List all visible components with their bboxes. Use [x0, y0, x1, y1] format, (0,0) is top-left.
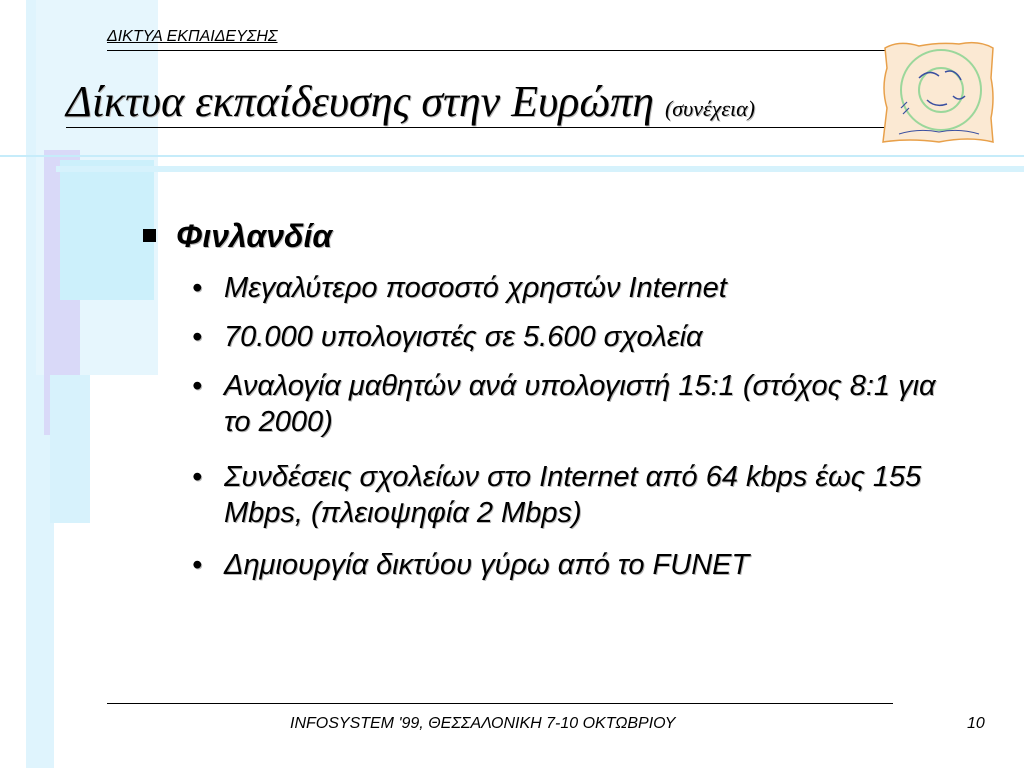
main-bullet-heading: Φινλανδία — [176, 218, 333, 254]
page-number: 10 — [967, 715, 985, 732]
title-underline — [66, 127, 886, 128]
list-item — [192, 547, 992, 583]
list-item-text: Συνδέσεις σχολείων στο Internet από 64 kbps έως 155 Mbps, (πλειοψηφία 2 Mbps) — [224, 461, 922, 529]
dot-bullet-icon: • — [192, 461, 203, 493]
header-divider — [107, 50, 889, 51]
list-item-text: Αναλογία μαθητών ανά υπολογιστή 15:1 (στόχος 8:1 για το 2000) — [224, 370, 936, 438]
decor-band-horizontal — [0, 155, 1024, 157]
list-item — [192, 368, 982, 440]
decor-panel-lower — [50, 375, 90, 523]
slide-title-sub: (συνέχεια) — [664, 96, 756, 121]
list-item-text: 70.000 υπολογιστές σε 5.600 σχολεία — [224, 321, 703, 353]
dot-bullet-icon: • — [192, 272, 203, 304]
footer-divider — [107, 703, 893, 704]
dot-bullet-icon: • — [192, 321, 203, 353]
main-bullet — [143, 218, 332, 255]
list-item-text: Δημιουργία δικτύου γύρω από το FUNET — [224, 549, 750, 581]
decor-panel-cyan — [60, 160, 154, 300]
footer-text: INFOSYSTEM '99, ΘΕΣΣΑΛΟΝΙΚΗ 7-10 ΟΚΤΩΒΡΙΟΥ — [290, 715, 676, 732]
decor-band-horizontal-2 — [56, 166, 1024, 172]
header-label: ΔΙΚΤΥΑ ΕΚΠΑΙΔΕΥΣΗΣ — [107, 28, 278, 45]
dot-bullet-icon: • — [192, 549, 203, 581]
list-item — [192, 319, 992, 355]
list-item — [192, 459, 992, 531]
dot-bullet-icon: • — [192, 370, 203, 402]
square-bullet-icon — [143, 229, 156, 242]
slide-title-main: Δίκτυα εκπαίδευσης στην Ευρώπη — [66, 77, 654, 126]
list-item — [192, 270, 992, 306]
list-item-text: Μεγαλύτερο ποσοστό χρηστών Internet — [224, 272, 727, 304]
slide-title — [66, 76, 755, 127]
conference-logo-icon — [879, 38, 997, 146]
